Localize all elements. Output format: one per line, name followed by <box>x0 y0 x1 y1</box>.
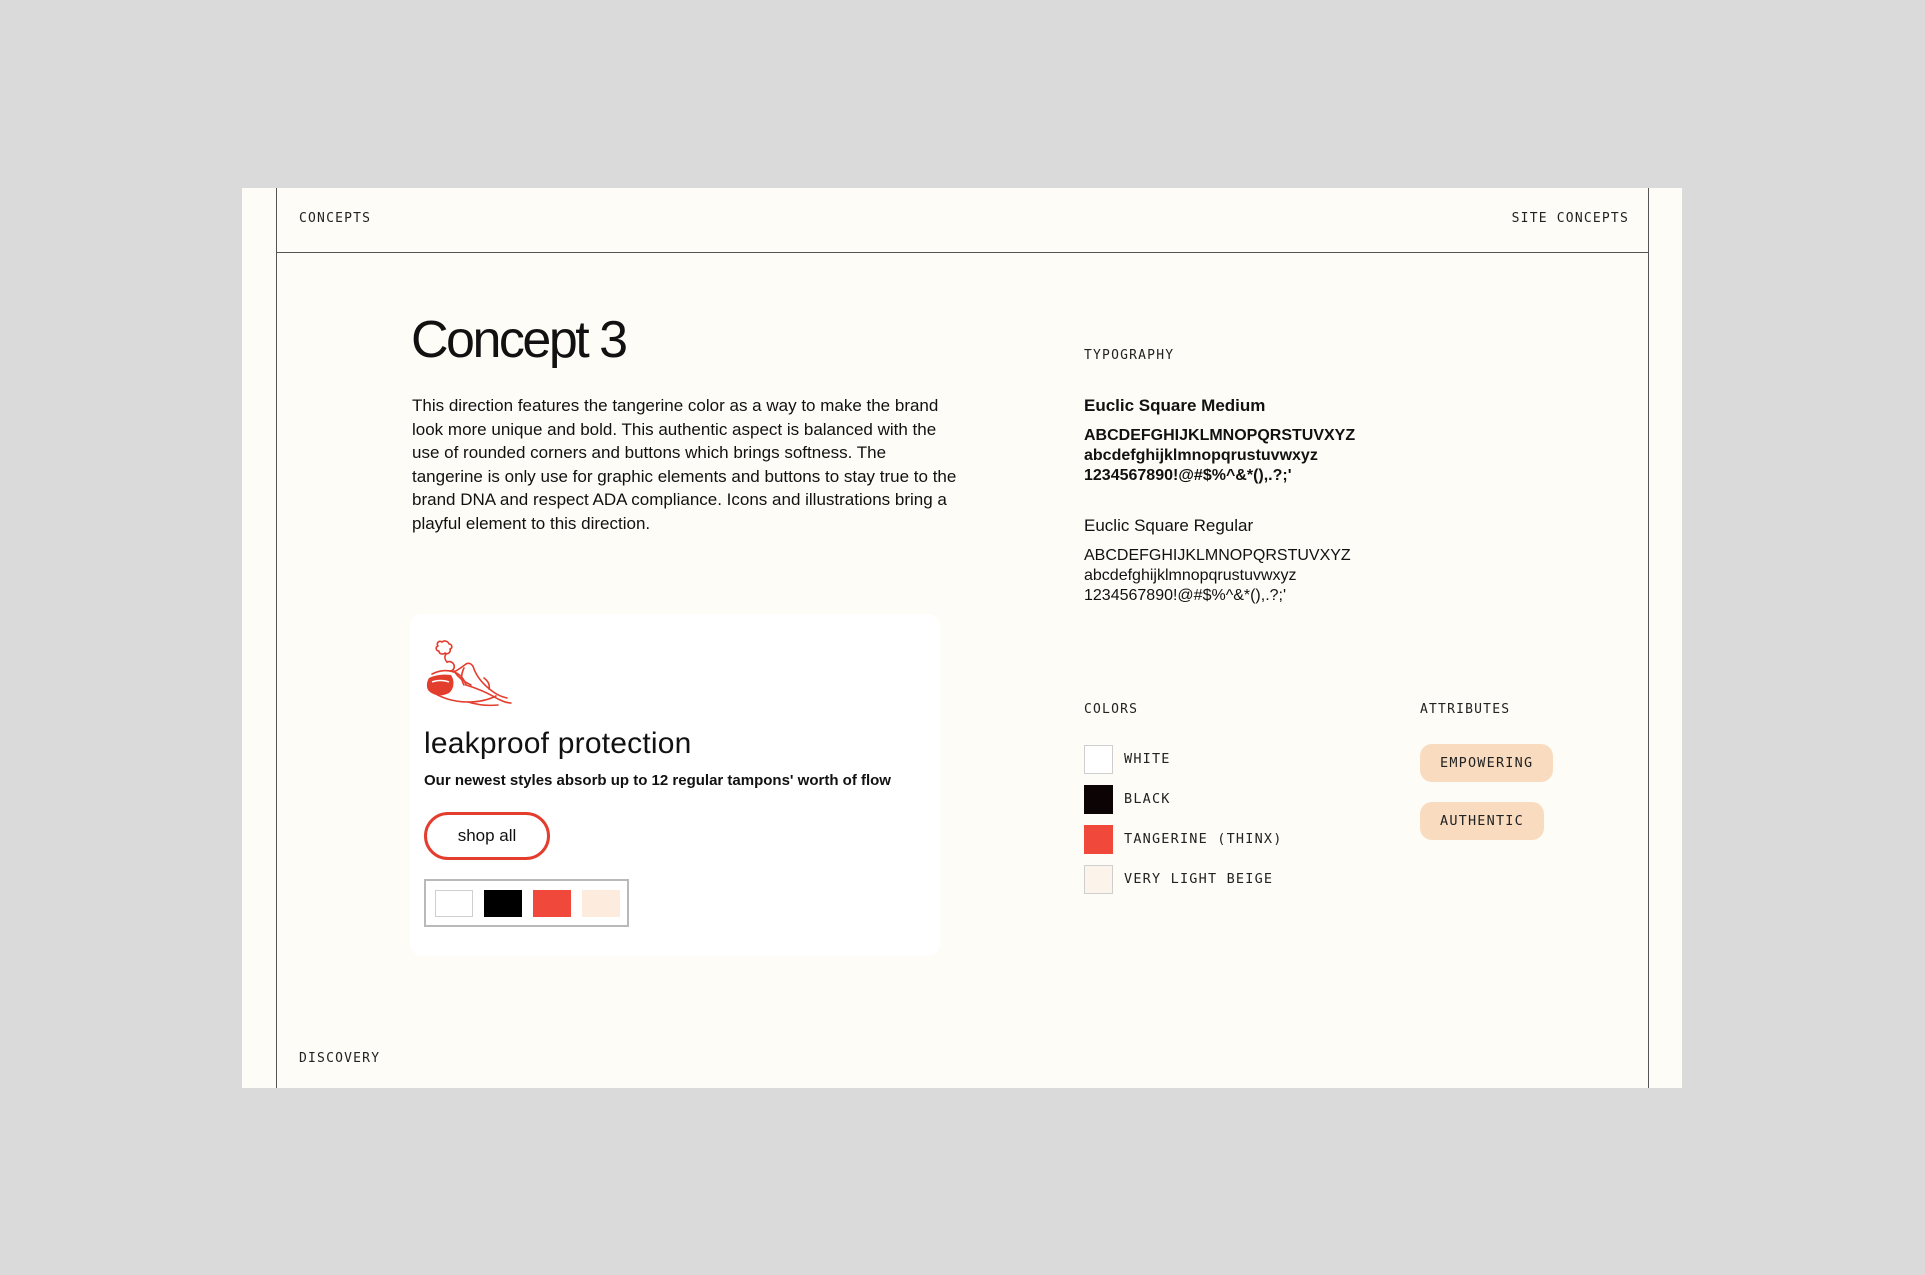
card-subtitle: Our newest styles absorb up to 12 regular tampons' worth of flow <box>424 772 891 789</box>
card-title: leakproof protection <box>424 727 692 760</box>
card-swatch-strip <box>424 879 629 927</box>
font-lowercase-sample: abcdefghijklmnopqrustuvwxyz <box>1084 567 1297 584</box>
font-name: Euclic Square Medium <box>1084 396 1266 415</box>
color-chip <box>1084 825 1113 854</box>
font-symbols-sample: 1234567890!@#$%^&*(),.?;' <box>1084 587 1287 604</box>
color-name: WHITE <box>1124 751 1171 767</box>
frame-left-rule <box>276 188 277 1088</box>
colors-label: COLORS <box>1084 702 1139 717</box>
attribute-pill-empowering: EMPOWERING <box>1420 744 1553 782</box>
footer-discovery-label: DISCOVERY <box>299 1051 381 1066</box>
header-site-concepts-label: SITE CONCEPTS <box>1511 211 1629 226</box>
attribute-pill-authentic: AUTHENTIC <box>1420 802 1544 840</box>
swatch-beige <box>582 890 620 917</box>
color-name: VERY LIGHT BEIGE <box>1124 871 1274 887</box>
font-name: Euclic Square Regular <box>1084 516 1254 535</box>
reclining-figure-illustration <box>424 638 524 714</box>
color-name: TANGERINE (THINX) <box>1124 831 1283 847</box>
shop-all-button[interactable]: shop all <box>424 812 550 860</box>
color-chip <box>1084 745 1113 774</box>
page-title: Concept 3 <box>411 311 626 369</box>
color-item-black <box>1084 784 1171 814</box>
font-uppercase-sample: ABCDEFGHIJKLMNOPQRSTUVXYZ <box>1084 547 1351 564</box>
font-symbols-sample: 1234567890!@#$%^&*(),.?;' <box>1084 467 1292 484</box>
color-chip <box>1084 785 1113 814</box>
concept-board <box>242 188 1682 1088</box>
color-chip <box>1084 865 1113 894</box>
font-specimen-regular <box>1084 516 1484 606</box>
header-concepts-label: CONCEPTS <box>299 211 372 226</box>
swatch-tangerine <box>533 890 571 917</box>
frame-right-rule <box>1648 188 1649 1088</box>
product-card <box>410 614 940 956</box>
typography-label: TYPOGRAPHY <box>1084 348 1175 363</box>
concept-description: This direction features the tangerine color as a way to make the brand look more unique and bold. This authentic aspect is balanced with the use of rounded corners and buttons which brings softness. The tangerine is only use for graphic elements and buttons to stay true to the brand DNA and respect ADA compliance. Icons and illustrations bring a playful element to this direction. <box>412 396 957 533</box>
header-divider <box>276 252 1648 253</box>
font-lowercase-sample: abcdefghijklmnopqrustuvwxyz <box>1084 447 1318 464</box>
swatch-white <box>435 890 473 917</box>
attributes-label: ATTRIBUTES <box>1420 702 1511 717</box>
color-item-tangerine <box>1084 824 1283 854</box>
font-uppercase-sample: ABCDEFGHIJKLMNOPQRSTUVXYZ <box>1084 427 1356 444</box>
color-item-white <box>1084 744 1171 774</box>
color-name: BLACK <box>1124 791 1171 807</box>
font-specimen-medium <box>1084 396 1484 486</box>
color-item-beige <box>1084 864 1273 894</box>
swatch-black <box>484 890 522 917</box>
